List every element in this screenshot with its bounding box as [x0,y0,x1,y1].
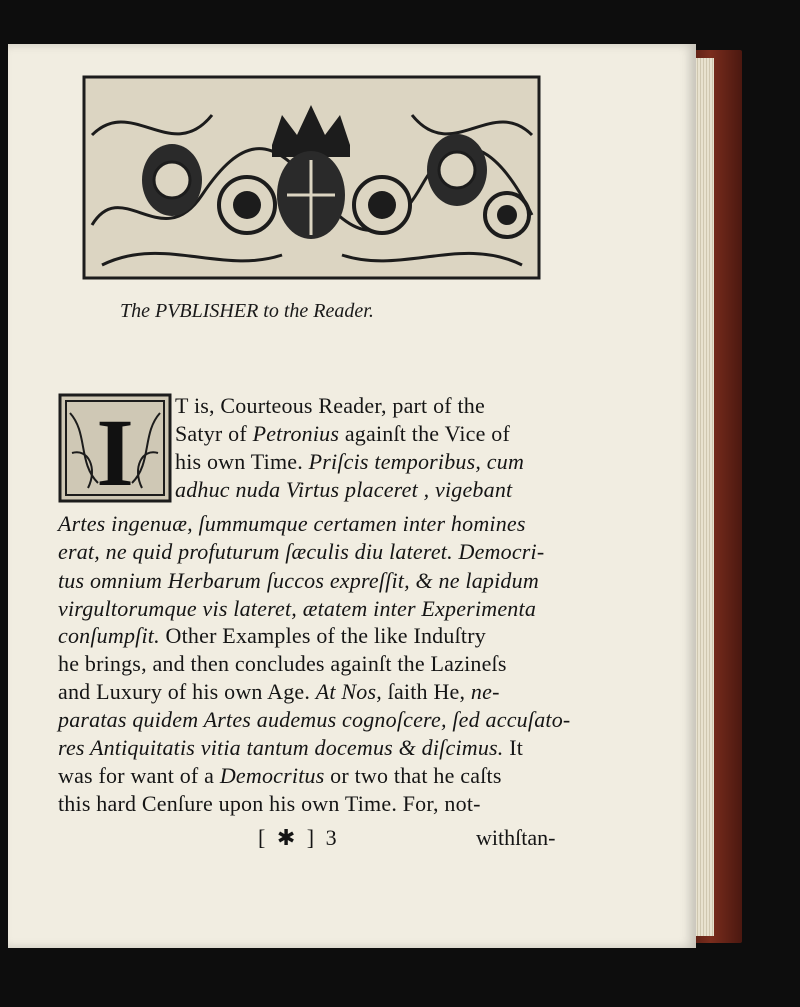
text-segment: Priſcis temporibus, cum [308,449,525,474]
text-line [175,420,510,447]
page-heading: The PVBLISHER to the Reader. [120,300,374,322]
text-segment: paratas quidem Artes audemus cognoſcere, ſed accuſato- [58,707,571,732]
text-segment: he brings, and then concludes againſt the Lazineſs [58,651,507,676]
text-segment: virgultorumque vis lateret, ætatem inter Experimenta [58,596,537,621]
text-segment: It [503,735,524,760]
text-line [58,790,481,817]
text-segment: Other Examples of the like Induſtry [159,623,486,648]
text-line [175,476,512,503]
text-line [58,567,539,594]
thistle-icon-right [427,134,487,206]
text-line [58,510,526,537]
text-line [58,762,502,789]
text-line [58,734,523,761]
text-segment: or two that he caſts [324,763,502,788]
text-line [58,622,486,649]
thistle-icon-center [277,151,345,239]
text-segment: ne- [470,679,500,704]
signature-mark: [ ✱ ] 3 [258,825,340,850]
decorated-initial-letter [58,393,172,503]
text-segment: tus omnium Herbarum ſuccos expreſſit, & ne lapidum [58,568,539,593]
text-segment: his own Time. [175,449,309,474]
text-segment: Petronius [252,421,340,446]
text-segment: Satyr of [175,421,253,446]
text-segment: T is, Courteous Reader, part of the [175,393,485,418]
text-line [58,678,500,705]
text-segment: conſumpſit. [58,623,160,648]
text-line [58,595,536,622]
text-segment: adhuc nuda Virtus placeret , vigebant [175,477,513,502]
text-segment: was for want of a [58,763,220,788]
text-line [175,392,485,419]
text-segment: Democritus [219,763,325,788]
text-line [175,448,524,475]
text-segment: erat, ne quid profuturum ſæculis diu lateret. Democri- [58,539,545,564]
text-segment: At Nos, [315,679,382,704]
initial-letter-glyph: I [96,399,134,503]
rose-icon-far-right [485,193,529,237]
ornamental-headpiece [82,75,541,280]
text-line [58,706,570,733]
rose-icon-right [354,177,410,233]
thistle-icon-left [142,144,202,216]
text-segment: ſaith He, [381,679,471,704]
text-line [58,538,544,565]
text-segment: res Antiquitatis vitia tantum docemus & diſcimus. [58,735,504,760]
text-segment: this hard Cenſure upon his own Time. For, not- [58,791,481,816]
text-segment: Artes ingenuæ, ſummumque certamen inter homines [58,511,526,536]
text-segment: and Luxury of his own Age. [58,679,316,704]
rose-icon-left [219,177,275,233]
text-segment: againſt the Vice of [339,421,511,446]
catchword: withſtan- [476,825,556,850]
text-line [58,650,507,677]
